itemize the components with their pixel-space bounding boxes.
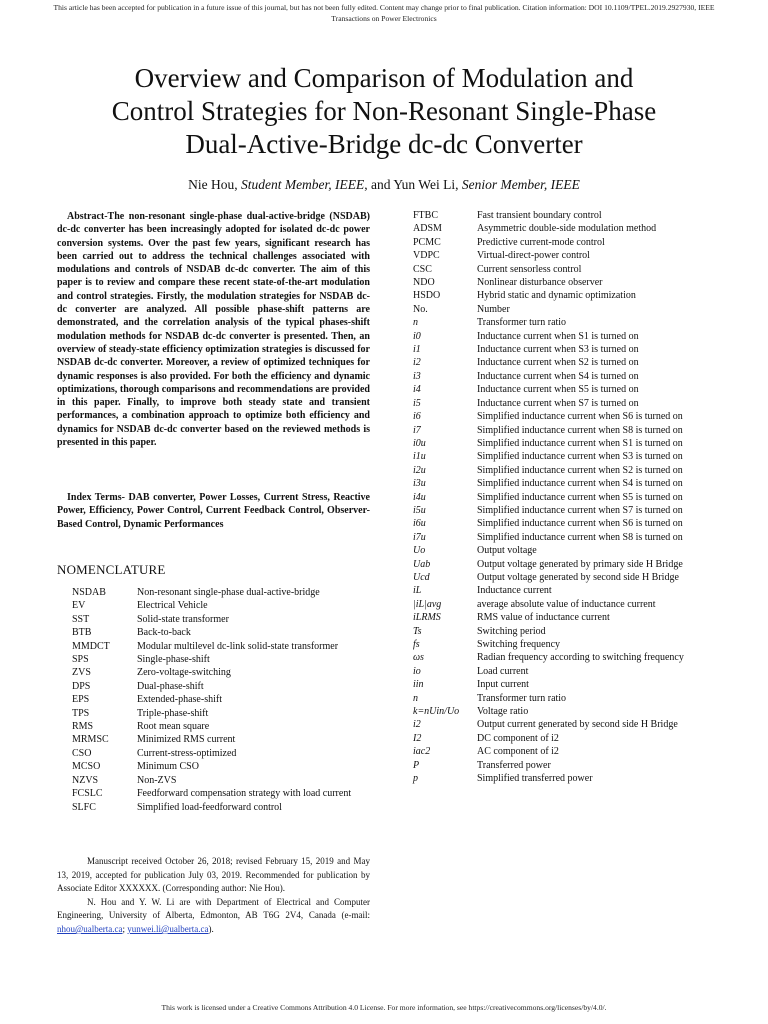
nomenclature-definition: Transformer turn ratio bbox=[477, 692, 567, 704]
nomenclature-row bbox=[413, 209, 709, 222]
nomenclature-symbol: i6u bbox=[413, 518, 426, 530]
nomenclature-symbol: i2 bbox=[413, 357, 421, 369]
manuscript-footnote bbox=[57, 855, 370, 937]
nomenclature-symbol: i5 bbox=[413, 397, 421, 409]
nomenclature-definition: Asymmetric double-side modulation method bbox=[477, 223, 657, 235]
nomenclature-row bbox=[72, 586, 370, 599]
author-1-role: Student Member, IEEE bbox=[240, 177, 365, 192]
nomenclature-symbol: fs bbox=[413, 639, 420, 650]
nomenclature-row bbox=[413, 504, 709, 517]
nomenclature-row bbox=[413, 584, 709, 597]
nomenclature-row bbox=[413, 222, 709, 235]
license-footer: This work is licensed under a Creative Commons Attribution 4.0 License. For more information, see https://creativecommons.org/licenses/by/4.0/. bbox=[161, 1003, 607, 1012]
nomenclature-row bbox=[413, 531, 709, 544]
nomenclature-definition: Simplified transferred power bbox=[477, 773, 593, 785]
nomenclature-symbol: i2 bbox=[413, 719, 421, 731]
nomenclature-symbol: i7u bbox=[413, 531, 426, 543]
nomenclature-definition: Electrical Vehicle bbox=[137, 600, 208, 612]
nomenclature-row bbox=[413, 772, 709, 785]
nomenclature-symbol: NSDAB bbox=[72, 587, 106, 598]
nomenclature-symbol: CSO bbox=[72, 747, 92, 759]
email-link-li[interactable]: yunwei.li@ualberta.ca bbox=[127, 923, 209, 934]
nomenclature-row bbox=[413, 517, 709, 530]
nomenclature-definition: AC component of i2 bbox=[477, 746, 559, 758]
nomenclature-heading: NOMENCLATURE bbox=[57, 562, 166, 577]
nomenclature-definition: Output voltage generated by primary side H Bridge bbox=[477, 558, 683, 570]
nomenclature-row bbox=[413, 249, 709, 262]
email-link-hou[interactable]: nhou@ualberta.ca bbox=[57, 923, 123, 934]
nomenclature-row bbox=[413, 236, 709, 249]
nomenclature-row bbox=[72, 640, 370, 653]
nomenclature-definition: Switching frequency bbox=[477, 639, 561, 650]
nomenclature-symbol: PCMC bbox=[413, 236, 441, 248]
nomenclature-symbol: SST bbox=[72, 613, 90, 625]
nomenclature-definition: Switching period bbox=[477, 625, 546, 637]
nomenclature-definition: Output voltage bbox=[477, 545, 537, 557]
nomenclature-definition: Load current bbox=[477, 665, 529, 677]
nomenclature-row bbox=[413, 356, 709, 369]
nomenclature-row bbox=[413, 665, 709, 678]
nomenclature-row bbox=[72, 613, 370, 626]
nomenclature-symbol: io bbox=[413, 665, 421, 677]
nomenclature-table-left bbox=[72, 586, 370, 814]
nomenclature-definition: Simplified inductance current when S1 is turned on bbox=[477, 437, 683, 449]
nomenclature-symbol: ADSM bbox=[413, 223, 442, 235]
nomenclature-symbol: MRMSC bbox=[72, 734, 109, 746]
nomenclature-row bbox=[72, 680, 370, 693]
nomenclature-definition: Inductance current when S4 is turned on bbox=[477, 370, 639, 382]
nomenclature-row bbox=[72, 760, 370, 773]
nomenclature-row bbox=[413, 598, 709, 611]
nomenclature-symbol: I2 bbox=[413, 732, 422, 744]
nomenclature-definition: Predictive current-mode control bbox=[477, 236, 605, 248]
title-line-2: Control Strategies for Non-Resonant Single-Phase bbox=[111, 96, 657, 126]
nomenclature-definition: Zero-voltage-switching bbox=[137, 667, 231, 679]
nomenclature-row bbox=[72, 707, 370, 720]
nomenclature-symbol: TPS bbox=[72, 707, 90, 719]
nomenclature-symbol: ZVS bbox=[72, 667, 91, 679]
nomenclature-symbol: NZVS bbox=[72, 774, 99, 786]
nomenclature-symbol: Ts bbox=[413, 625, 422, 637]
nomenclature-row bbox=[413, 410, 709, 423]
affiliation-end: ). bbox=[208, 923, 214, 934]
nomenclature-definition: Non-ZVS bbox=[137, 774, 177, 786]
nomenclature-definition: Minimum CSO bbox=[137, 761, 199, 773]
nomenclature-row bbox=[72, 733, 370, 746]
nomenclature-table-right bbox=[413, 209, 709, 785]
nomenclature-symbol: i2u bbox=[413, 464, 426, 476]
nomenclature-symbol: i0 bbox=[413, 330, 421, 342]
banner-line-1: This article has been accepted for publication in a future issue of this journal, but has not been fully edited. Content may change prior to final publication. Citation information: DOI 10.1109/TPEL.2019.2927930, IEEE bbox=[53, 3, 715, 12]
nomenclature-symbol: No. bbox=[413, 303, 428, 315]
nomenclature-definition: Simplified inductance current when S6 is turned on bbox=[477, 411, 683, 423]
nomenclature-definition: Inductance current when S1 is turned on bbox=[477, 330, 639, 342]
nomenclature-definition: Hybrid static and dynamic optimization bbox=[477, 290, 636, 302]
nomenclature-symbol: MCSO bbox=[72, 761, 101, 773]
nomenclature-definition: Current-stress-optimized bbox=[137, 747, 237, 759]
nomenclature-symbol: i5u bbox=[413, 504, 426, 516]
nomenclature-symbol: BTB bbox=[72, 627, 92, 639]
journal-banner bbox=[0, 3, 768, 24]
nomenclature-symbol: Uab bbox=[413, 558, 431, 570]
nomenclature-definition: Extended-phase-shift bbox=[137, 694, 222, 706]
nomenclature-symbol: i3u bbox=[413, 478, 426, 490]
nomenclature-row bbox=[413, 370, 709, 383]
nomenclature-row bbox=[72, 774, 370, 787]
author-1-name: Nie Hou, bbox=[188, 177, 241, 192]
nomenclature-definition: Inductance current bbox=[477, 585, 552, 597]
nomenclature-row bbox=[413, 263, 709, 276]
nomenclature-definition: Simplified inductance current when S5 is turned on bbox=[477, 491, 683, 503]
nomenclature-definition: DC component of i2 bbox=[477, 732, 559, 744]
nomenclature-definition: Root mean square bbox=[137, 721, 210, 733]
nomenclature-definition: Solid-state transformer bbox=[137, 613, 229, 625]
nomenclature-row bbox=[413, 491, 709, 504]
nomenclature-symbol: SPS bbox=[72, 654, 89, 666]
nomenclature-symbol: |iL|avg bbox=[413, 598, 442, 610]
nomenclature-row bbox=[72, 653, 370, 666]
nomenclature-definition: Minimized RMS current bbox=[137, 734, 236, 746]
nomenclature-definition: Triple-phase-shift bbox=[137, 707, 209, 719]
nomenclature-definition: Input current bbox=[477, 679, 529, 691]
nomenclature-definition: Output current generated by second side H Bridge bbox=[477, 719, 678, 731]
nomenclature-definition: Voltage ratio bbox=[477, 706, 529, 718]
nomenclature-row bbox=[413, 397, 709, 410]
nomenclature-row bbox=[72, 626, 370, 639]
nomenclature-row bbox=[413, 330, 709, 343]
nomenclature-row bbox=[413, 383, 709, 396]
nomenclature-definition: Virtual-direct-power control bbox=[477, 250, 590, 262]
nomenclature-row bbox=[72, 693, 370, 706]
footnote-affiliation bbox=[57, 896, 370, 937]
nomenclature-definition: Simplified inductance current when S4 is turned on bbox=[477, 478, 683, 490]
nomenclature-row bbox=[413, 316, 709, 329]
nomenclature-definition: Number bbox=[477, 303, 510, 315]
nomenclature-symbol: MMDCT bbox=[72, 640, 110, 652]
nomenclature-symbol: i6 bbox=[413, 411, 421, 423]
author-2-name: , and Yun Wei Li, bbox=[364, 177, 462, 192]
nomenclature-definition: Output voltage generated by second side H Bridge bbox=[477, 571, 679, 583]
nomenclature-row bbox=[413, 544, 709, 557]
nomenclature-row bbox=[413, 303, 709, 316]
nomenclature-symbol: Ucd bbox=[413, 571, 430, 583]
nomenclature-definition: Simplified load-feedforward control bbox=[137, 801, 282, 813]
nomenclature-definition: Inductance current when S5 is turned on bbox=[477, 384, 639, 396]
nomenclature-symbol: EV bbox=[72, 600, 86, 612]
nomenclature-definition: Modular multilevel dc-link solid-state transformer bbox=[137, 640, 339, 652]
nomenclature-row bbox=[413, 745, 709, 758]
nomenclature-symbol: i7 bbox=[413, 424, 421, 436]
nomenclature-definition: Simplified inductance current when S3 is turned on bbox=[477, 451, 683, 463]
nomenclature-row bbox=[413, 477, 709, 490]
nomenclature-row bbox=[413, 759, 709, 772]
nomenclature-symbol: FTBC bbox=[413, 210, 439, 221]
nomenclature-row bbox=[413, 289, 709, 302]
nomenclature-symbol: n bbox=[413, 692, 418, 704]
nomenclature-definition: average absolute value of inductance current bbox=[477, 598, 656, 610]
nomenclature-row bbox=[413, 450, 709, 463]
banner-line-2: Transactions on Power Electronics bbox=[331, 13, 437, 23]
nomenclature-definition: RMS value of inductance current bbox=[477, 612, 610, 624]
nomenclature-symbol: i1 bbox=[413, 344, 421, 356]
nomenclature-row bbox=[72, 747, 370, 760]
nomenclature-symbol: n bbox=[413, 317, 418, 329]
nomenclature-definition: Transferred power bbox=[477, 759, 551, 771]
nomenclature-row bbox=[72, 801, 370, 814]
nomenclature-row bbox=[413, 343, 709, 356]
nomenclature-row bbox=[413, 638, 709, 651]
nomenclature-symbol: iL bbox=[413, 585, 422, 597]
nomenclature-definition: Simplified inductance current when S2 is turned on bbox=[477, 464, 683, 476]
nomenclature-symbol: i0u bbox=[413, 437, 426, 449]
title-line-1: Overview and Comparison of Modulation and bbox=[134, 63, 634, 93]
nomenclature-row bbox=[413, 276, 709, 289]
nomenclature-symbol: CSC bbox=[413, 263, 432, 275]
nomenclature-symbol: i3 bbox=[413, 370, 421, 382]
email-separator: ; bbox=[122, 923, 128, 934]
nomenclature-definition: Dual-phase-shift bbox=[137, 680, 204, 692]
nomenclature-row bbox=[413, 718, 709, 731]
nomenclature-definition: Inductance current when S3 is turned on bbox=[477, 344, 639, 356]
affiliation-text: N. Hou and Y. W. Li are with Department of Electrical and Computer Engineering, University of Alberta, Edmonton, AB T6G 2V4, Canada (e-mail: bbox=[57, 896, 370, 921]
nomenclature-definition: Simplified inductance current when S8 is turned on bbox=[477, 424, 683, 436]
author-2-role: Senior Member, IEEE bbox=[461, 177, 580, 192]
nomenclature-row bbox=[72, 599, 370, 612]
nomenclature-row bbox=[413, 651, 709, 664]
nomenclature-definition: Simplified inductance current when S8 is turned on bbox=[477, 531, 683, 543]
footnote-received: Manuscript received October 26, 2018; revised February 15, 2019 and May 13, 2019, accepted for publication July 03, 2019. Recommended for publication by Associate Editor XXXXXX. (Corresponding author: Nie Hou). bbox=[57, 856, 370, 894]
nomenclature-row bbox=[413, 705, 709, 718]
nomenclature-definition: Back-to-back bbox=[137, 627, 191, 639]
nomenclature-row bbox=[413, 571, 709, 584]
nomenclature-definition: Non-resonant single-phase dual-active-bridge bbox=[137, 587, 320, 598]
nomenclature-symbol: VDPC bbox=[413, 250, 440, 262]
nomenclature-definition: Fast transient boundary control bbox=[477, 210, 602, 221]
nomenclature-row bbox=[413, 678, 709, 691]
nomenclature-definition: Nonlinear disturbance observer bbox=[477, 277, 603, 289]
nomenclature-symbol: ωs bbox=[413, 652, 424, 664]
nomenclature-row bbox=[413, 611, 709, 624]
nomenclature-symbol: P bbox=[413, 759, 420, 771]
nomenclature-row bbox=[72, 666, 370, 679]
nomenclature-symbol: i4 bbox=[413, 384, 421, 396]
author-line bbox=[40, 176, 728, 194]
title-line-3: Dual-Active-Bridge dc-dc Converter bbox=[185, 129, 583, 159]
nomenclature-definition: Simplified inductance current when S6 is turned on bbox=[477, 518, 683, 530]
nomenclature-row bbox=[413, 464, 709, 477]
nomenclature-definition: Inductance current when S7 is turned on bbox=[477, 397, 639, 409]
nomenclature-symbol: NDO bbox=[413, 277, 435, 289]
abstract: Abstract-The non-resonant single-phase dual-active-bridge (NSDAB) dc-dc converter has been increasingly adopted for isolated dc-dc power conversion systems. Over the past few years, significant research has been carried out to address the technical challenges associated with modulations and controls of NSDAB dc-dc converter. The aim of this paper is to review and compare these recent state-of-the-art modulation and control strategies. Firstly, the modulation strategies for NSDAB dc-dc converter are analyzed. All possible phase-shift patterns are demonstrated, and the correlation analysis of the typical phases-shift modulation methods for NSDAB dc-dc converter is presented. Then, an overview of steady-state efficiency optimization strategies is discussed for NSDAB dc-dc converter. Moreover, a review of optimized techniques for dynamic responses is also provided. For both the efficiency and dynamic optimizations, thorough comparisons and recommendations are provided in this paper. Finally, to improve both steady state and transient performances, a combination approach to optimize both efficiency and dynamics for NSDAB dc-dc converter based on the reviewed methods is presented in this paper. bbox=[57, 211, 370, 449]
nomenclature-symbol: p bbox=[413, 773, 418, 785]
nomenclature-symbol: HSDO bbox=[413, 290, 441, 302]
nomenclature-symbol: iac2 bbox=[413, 746, 431, 758]
nomenclature-symbol: iin bbox=[413, 679, 424, 691]
nomenclature-row bbox=[72, 720, 370, 733]
nomenclature-row bbox=[72, 787, 370, 800]
index-terms: Index Terms- DAB converter, Power Losses, Current Stress, Reactive Power, Efficiency, Power Control, Current Feedback Control, Observer-Based Control, Dynamic Performances bbox=[57, 492, 370, 530]
nomenclature-symbol: RMS bbox=[72, 721, 94, 733]
nomenclature-symbol: k=nUin/Uo bbox=[413, 706, 460, 718]
nomenclature-row bbox=[413, 424, 709, 437]
nomenclature-definition: Radian frequency according to switching frequency bbox=[477, 652, 684, 664]
nomenclature-symbol: i4u bbox=[413, 491, 426, 503]
nomenclature-symbol: Uo bbox=[413, 545, 426, 557]
nomenclature-definition: Feedforward compensation strategy with load current bbox=[137, 788, 352, 800]
nomenclature-row bbox=[413, 692, 709, 705]
nomenclature-definition: Inductance current when S2 is turned on bbox=[477, 357, 639, 369]
nomenclature-row bbox=[413, 558, 709, 571]
nomenclature-symbol: SLFC bbox=[72, 801, 96, 813]
nomenclature-row bbox=[413, 437, 709, 450]
nomenclature-symbol: EPS bbox=[72, 694, 90, 706]
nomenclature-symbol: DPS bbox=[72, 680, 91, 692]
nomenclature-definition: Transformer turn ratio bbox=[477, 317, 567, 329]
nomenclature-symbol: i1u bbox=[413, 451, 426, 463]
nomenclature-definition: Single-phase-shift bbox=[137, 654, 210, 666]
nomenclature-row bbox=[413, 732, 709, 745]
nomenclature-definition: Current sensorless control bbox=[477, 263, 582, 275]
paper-title bbox=[40, 62, 728, 161]
nomenclature-symbol: iLRMS bbox=[413, 612, 441, 624]
nomenclature-row bbox=[413, 625, 709, 638]
nomenclature-definition: Simplified inductance current when S7 is turned on bbox=[477, 504, 683, 516]
nomenclature-symbol: FCSLC bbox=[72, 788, 103, 800]
